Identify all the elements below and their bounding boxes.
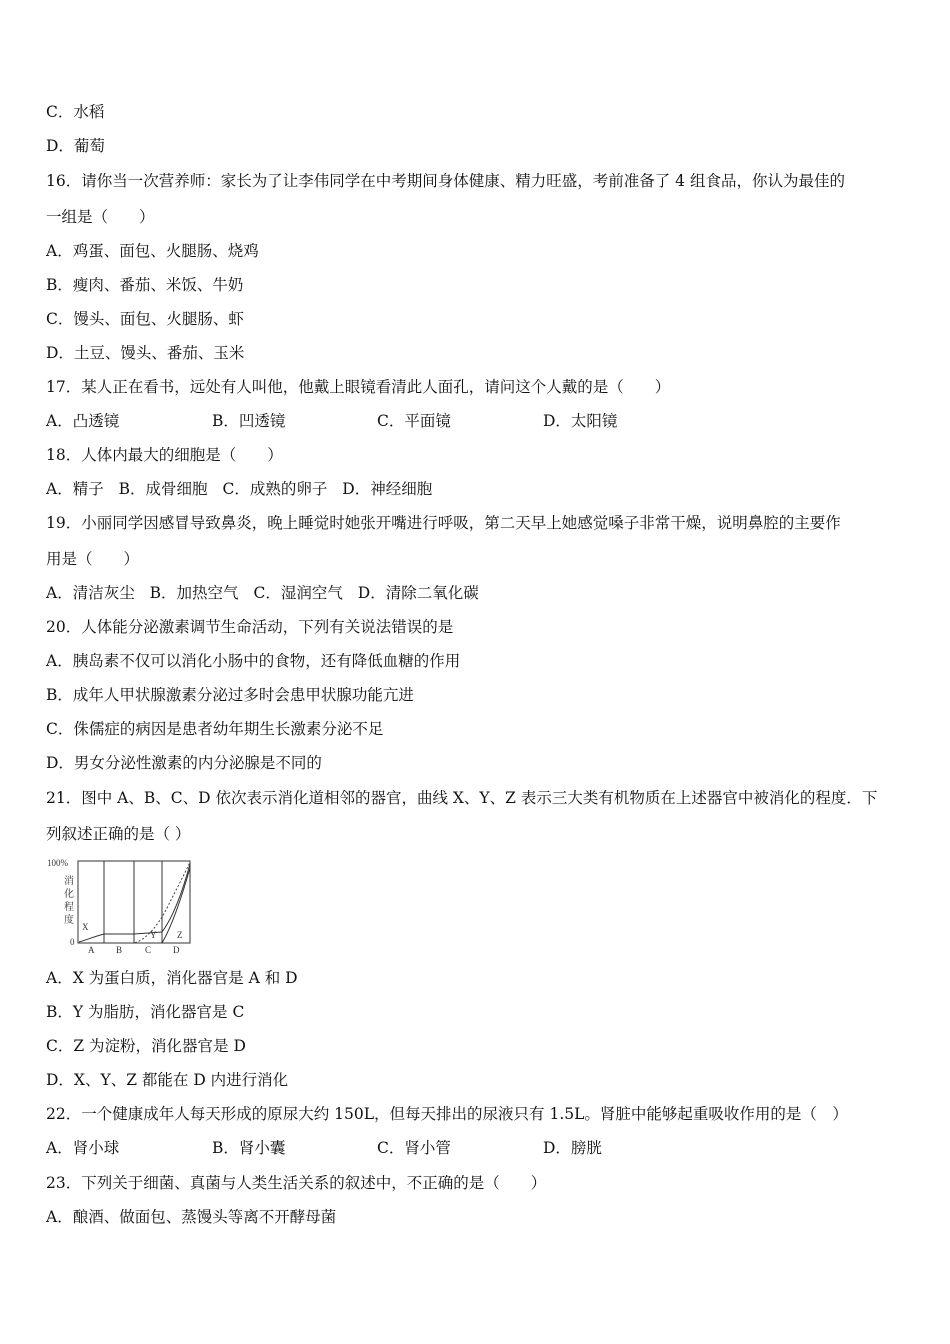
y-axis-char-4: 度 xyxy=(64,915,74,926)
q20-option-d: D．男女分泌性激素的内分泌腺是不同的 xyxy=(46,754,322,772)
q16-option-a: A．鸡蛋、面包、火腿肠、烧鸡 xyxy=(46,242,259,260)
q22-option-c: C．肾小管 xyxy=(377,1139,451,1157)
q22-option-b: B．肾小囊 xyxy=(212,1139,286,1157)
q17-options xyxy=(46,411,746,431)
q23-stem: 23．下列关于细菌、真菌与人类生活关系的叙述中，不正确的是（ ） xyxy=(46,1174,547,1192)
digestion-curve-svg xyxy=(46,856,201,956)
q22-options xyxy=(46,1138,746,1158)
q17-option-c: C．平面镜 xyxy=(377,412,451,430)
q15-option-d: D．葡萄 xyxy=(46,137,105,155)
q18-option-c: C．成熟的卵子 xyxy=(222,480,328,498)
q21-option-d: D．X、Y、Z 都能在 D 内进行消化 xyxy=(46,1071,289,1089)
curve-label-y: Y xyxy=(150,930,157,940)
q23-option-a: A．酿酒、做面包、蒸馒头等离不开酵母菌 xyxy=(46,1208,337,1226)
q20-option-c: C．侏儒症的病因是患者幼年期生长激素分泌不足 xyxy=(46,720,384,738)
q19-stem-line2: 用是（ ） xyxy=(46,550,140,568)
organ-label-a: A xyxy=(88,945,95,955)
q16-option-d: D．土豆、馒头、番茄、玉米 xyxy=(46,344,245,362)
q22-option-a: A．肾小球 xyxy=(46,1139,120,1157)
y-axis-zero-label: 0 xyxy=(70,937,75,947)
q21-option-a: A．X 为蛋白质，消化器官是 A 和 D xyxy=(46,969,298,987)
q19-option-b: B．加热空气 xyxy=(149,584,239,602)
q18-options xyxy=(46,479,432,499)
q18-option-a: A．精子 xyxy=(46,480,104,498)
q18-option-b: B．成骨细胞 xyxy=(118,480,208,498)
q18-option-d: D．神经细胞 xyxy=(342,480,433,498)
q16-stem-line1: 16．请你当一次营养师：家长为了让李伟同学在中考期间身体健康、精力旺盛，考前准备了 4 组食品，你认为最佳的 xyxy=(46,172,845,190)
q19-option-c: C．湿润空气 xyxy=(253,584,343,602)
q21-stem-line2: 列叙述正确的是（ ） xyxy=(46,825,191,843)
organ-label-c: C xyxy=(145,945,152,955)
q17-stem: 17．某人正在看书，远处有人叫他，他戴上眼镜看清此人面孔，请问这个人戴的是（ ） xyxy=(46,378,671,396)
q19-stem-line1: 19．小丽同学因感冒导致鼻炎，晚上睡觉时她张开嘴进行呼吸，第二天早上她感觉嗓子非常干燥，说明鼻腔的主要作 xyxy=(46,514,841,532)
q18-stem: 18．人体内最大的细胞是（ ） xyxy=(46,446,283,464)
q16-stem-line2: 一组是（ ） xyxy=(46,208,155,226)
q16-option-b: B．瘦肉、番茄、米饭、牛奶 xyxy=(46,276,244,294)
q19-options xyxy=(46,583,479,603)
digestion-curve-figure xyxy=(46,856,201,960)
q15-option-c: C．水稻 xyxy=(46,103,105,121)
q20-option-b: B．成年人甲状腺激素分泌过多时会患甲状腺功能亢进 xyxy=(46,686,414,704)
organ-label-d: D xyxy=(173,945,180,955)
q20-option-a: A．胰岛素不仅可以消化小肠中的食物，还有降低血糖的作用 xyxy=(46,652,461,670)
q17-option-d: D．太阳镜 xyxy=(543,412,618,430)
q19-option-d: D．清除二氧化碳 xyxy=(357,584,479,602)
q22-option-d: D．膀胱 xyxy=(543,1139,602,1157)
y-axis-char-3: 程 xyxy=(64,902,74,913)
q21-stem-line1: 21．图中 A、B、C、D 依次表示消化道相邻的器官，曲线 X、Y、Z 表示三大类有机物质在上述器官中被消化的程度．下 xyxy=(46,789,878,807)
y-axis-char-2: 化 xyxy=(64,889,74,900)
curve-label-z: Z xyxy=(177,930,183,940)
q21-option-c: C．Z 为淀粉，消化器官是 D xyxy=(46,1037,246,1055)
q19-option-a: A．清洁灰尘 xyxy=(46,584,135,602)
q21-option-b: B．Y 为脂肪，消化器官是 C xyxy=(46,1003,245,1021)
q20-stem: 20．人体能分泌激素调节生命活动，下列有关说法错误的是 xyxy=(46,618,454,636)
q16-option-c: C．馒头、面包、火腿肠、虾 xyxy=(46,310,244,328)
y-axis-top-label: 100% xyxy=(47,858,68,868)
y-axis-char-1: 消 xyxy=(64,876,74,887)
q22-stem: 22．一个健康成年人每天形成的原尿大约 150L，但每天排出的尿液只有 1.5L。肾脏中能够起重吸收作用的是（ ） xyxy=(46,1105,848,1123)
q17-option-b: B．凹透镜 xyxy=(212,412,286,430)
curve-label-x: X xyxy=(82,922,89,932)
q17-option-a: A．凸透镜 xyxy=(46,412,120,430)
organ-label-b: B xyxy=(116,945,123,955)
